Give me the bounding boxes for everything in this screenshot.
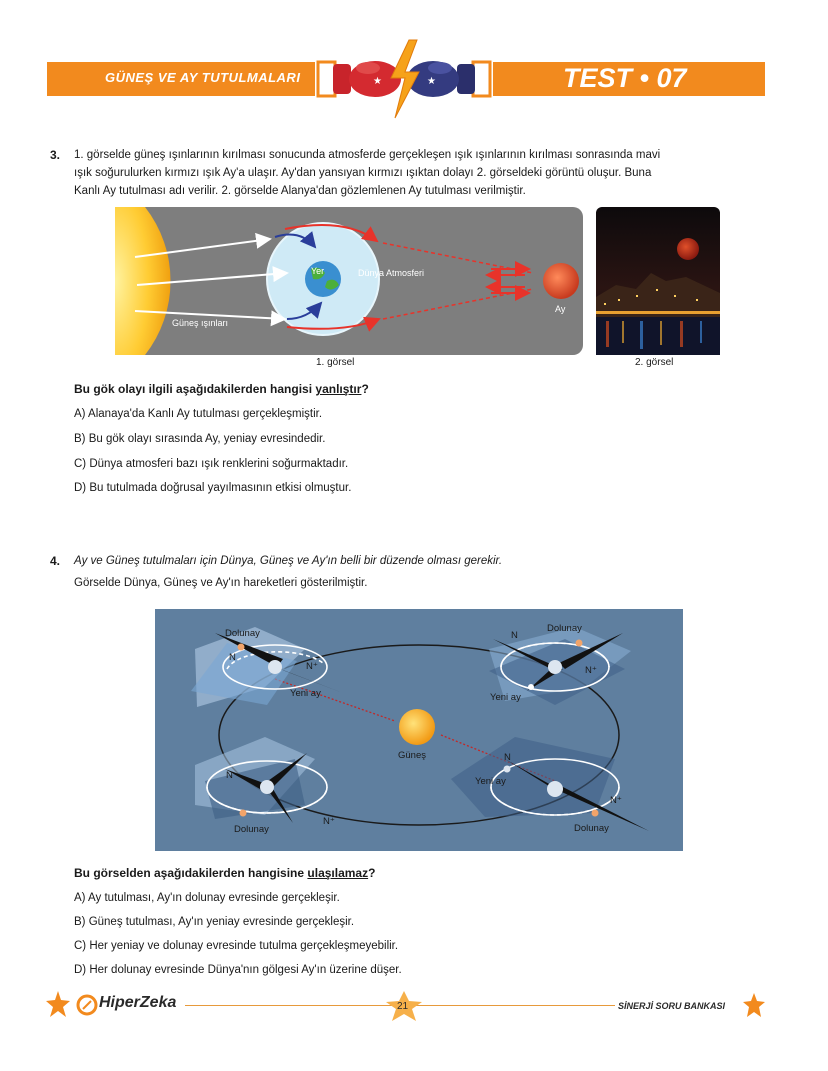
label-node-nplus-tl: N⁺ [306, 661, 318, 672]
figure-1-caption: 1. görsel [316, 357, 355, 368]
q3-text-line: 1. görselde güneş ışınlarının kırılması sonucunda atmosferde gerçekleşen ışık ışınlarının kırılması sonrasında mavi [74, 149, 661, 161]
q3-option-d[interactable]: D) Bu tutulmada doğrusal yayılmasının etkisi olmuştur. [74, 482, 352, 494]
q4-option-d[interactable]: D) Her dolunay evresinde Dünya'nın gölgesi Ay'ın üzerine düşer. [74, 964, 402, 976]
q4-option-a[interactable]: A) Ay tutulması, Ay'ın dolunay evresinde gerçekleşir. [74, 892, 340, 904]
question-4-number: 4. [50, 554, 61, 568]
label-sun: Güneş [398, 750, 426, 761]
question-3-number: 3. [50, 148, 61, 162]
label-full-moon-tl: Dolunay [225, 628, 260, 639]
brand-logo-icon [76, 994, 98, 1016]
q4-option-c[interactable]: C) Her yeniay ve dolunay evresinde tutulma gerçekleşmeyebilir. [74, 940, 399, 952]
svg-text:★: ★ [427, 76, 436, 87]
question-4-text: Görselde Dünya, Güneş ve Ay'ın hareketleri gösterilmiştir. [74, 577, 368, 589]
figure-2-caption: 2. görsel [635, 357, 674, 368]
label-new-moon-tr: Yeni ay [490, 692, 521, 703]
label-sun-rays: Güneş ışınları [172, 318, 229, 328]
label-new-moon-br: Yeni ay [475, 776, 506, 787]
label-moon: Ay [555, 304, 566, 314]
stem-emphasis: yanlıştır [315, 382, 362, 396]
sun-shape [399, 709, 435, 745]
label-node-n-bl: N [226, 770, 233, 781]
stem-emphasis: ulaşılamaz [307, 866, 369, 880]
boxing-gloves-logo [313, 38, 495, 120]
moon-shape [543, 263, 579, 299]
q3-text-line: ışık soğurulurken kırmızı ışık Ay'a ulaşır. Ay'dan yansıyan kırmızı ışıktan dolayı 2. görseldeki görüntü oluşur. Buna [74, 167, 652, 179]
label-node-nplus-bl: N⁺ [323, 816, 335, 827]
q3-text-line: Kanlı Ay tutulması adı verilir. 2. görselde Alanya'dan gözlemlenen Ay tutulması verilmiştir. [74, 185, 526, 197]
question-3-text [74, 146, 774, 200]
figure-2-alanya-blood-moon-photo [596, 207, 720, 355]
label-node-n-tl: N [229, 652, 236, 663]
stem-text: Bu gök olayı ilgili aşağıdakilerden hangisi [74, 382, 316, 396]
label-full-moon-bl: Dolunay [234, 824, 269, 835]
header-topic: GÜNEŞ VE AY TUTULMALARI [105, 70, 301, 85]
label-node-n-tr: N [511, 630, 518, 641]
header-test-banner [493, 62, 765, 96]
svg-text:★: ★ [373, 76, 382, 87]
test-number: TEST • 07 [563, 63, 687, 93]
label-node-nplus-br: N⁺ [610, 795, 622, 806]
label-full-moon-tr: Dolunay [547, 623, 582, 634]
brand-name: HiperZeka [99, 994, 177, 1011]
q3-option-b[interactable]: B) Bu gök olayı sırasında Ay, yeniay evresindedir. [74, 433, 326, 445]
stem-end: ? [368, 866, 376, 880]
page-number: 21 [397, 1001, 409, 1012]
series-name: SİNERJİ SORU BANKASI [618, 1001, 726, 1011]
question-3-stem [74, 382, 369, 396]
star-decoration-icon [45, 990, 71, 1018]
q4-option-b[interactable]: B) Güneş tutulması, Ay'ın yeniay evresinde gerçekleşir. [74, 916, 355, 928]
q3-option-c[interactable]: C) Dünya atmosferi bazı ışık renklerini soğurmaktadır. [74, 458, 349, 470]
question-4-italic-text: Ay ve Güneş tutulmaları için Dünya, Güneş ve Ay'ın belli bir düzende olması gerekir. [74, 555, 503, 567]
q3-option-a[interactable]: A) Alanaya'da Kanlı Ay tutulması gerçekleşmiştir. [74, 408, 323, 420]
question-4-stem [74, 866, 375, 880]
figure-1-lunar-eclipse-diagram [115, 207, 583, 355]
label-node-n-br: N [504, 752, 511, 763]
label-full-moon-br: Dolunay [574, 823, 609, 834]
label-earth: Yer [311, 266, 325, 276]
label-node-nplus-tr: N⁺ [585, 665, 597, 676]
orbit-diagram [155, 609, 683, 851]
label-new-moon-tl: Yeni ay [290, 688, 321, 699]
stem-text: Bu görselden aşağıdakilerden hangisine [74, 866, 308, 880]
stem-end: ? [361, 382, 369, 396]
star-decoration-icon-right [742, 992, 766, 1018]
label-atmosphere: Dünya Atmosferi [358, 268, 425, 278]
header-topic-banner [47, 62, 315, 96]
